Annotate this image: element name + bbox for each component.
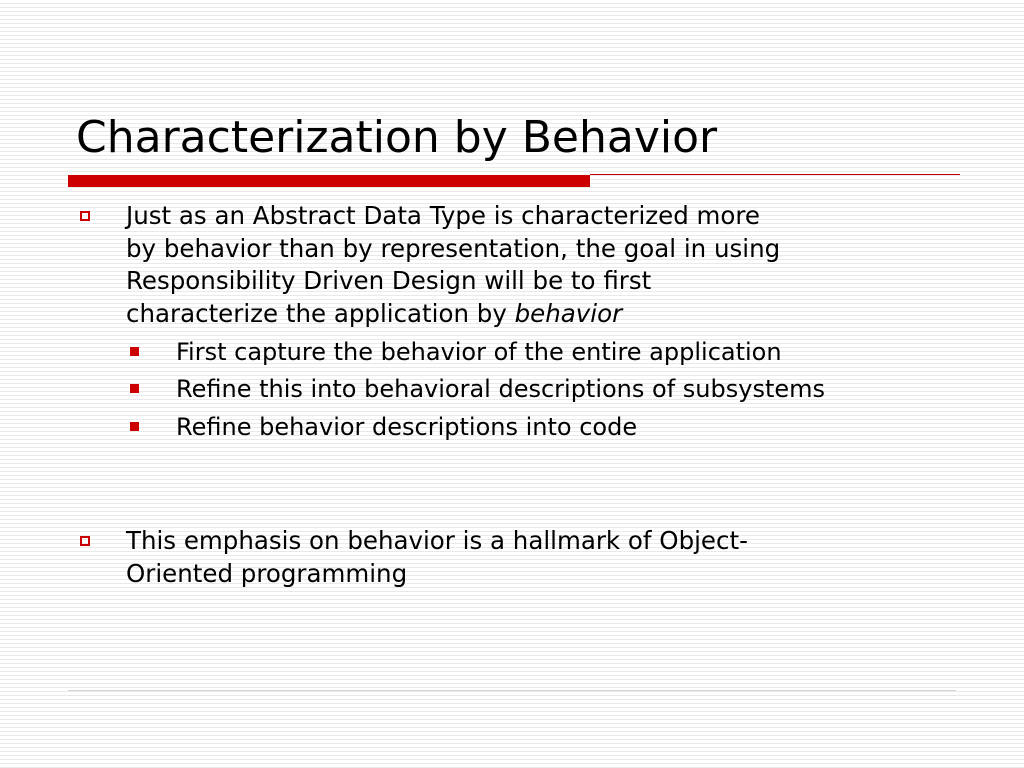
filled-square-bullet-icon — [130, 422, 139, 431]
bullet-line-2: Oriented programming — [126, 558, 408, 588]
bullet-abstract-data-type — [0, 200, 780, 330]
bullet-line-2: by behavior than by representation, the goal in using — [126, 233, 781, 263]
bullet-line-1: This emphasis on behavior is a hallmark of Object- — [126, 526, 748, 555]
bullet-line-4 — [126, 298, 780, 331]
subbullet-capture-behavior — [0, 336, 782, 368]
footer-divider — [68, 690, 956, 691]
bullet-line-1: Just as an Abstract Data Type is characterized more — [126, 201, 761, 230]
filled-square-bullet-icon — [130, 347, 139, 356]
subbullet-text: Refine behavior descriptions into code — [176, 413, 638, 441]
subbullet-refine-code — [0, 411, 637, 443]
bullet-line-3: Responsibility Driven Design will be to first — [126, 266, 652, 295]
hollow-square-bullet-icon — [80, 211, 90, 221]
title-underline-thick — [68, 175, 590, 187]
bullet-object-oriented — [0, 525, 748, 590]
slide-title: Characterization by Behavior — [76, 112, 718, 163]
hollow-square-bullet-icon — [80, 536, 90, 546]
filled-square-bullet-icon — [130, 384, 139, 393]
title-underline-thin — [590, 174, 960, 175]
bullet-emphasis-behavior: behavior — [514, 298, 623, 328]
bullet-line-4-text: characterize the application by — [126, 298, 515, 328]
subbullet-text: First capture the behavior of the entire application — [176, 338, 782, 366]
subbullet-text: Refine this into behavioral descriptions of subsystems — [176, 375, 826, 403]
subbullet-refine-subsystems — [0, 373, 825, 405]
